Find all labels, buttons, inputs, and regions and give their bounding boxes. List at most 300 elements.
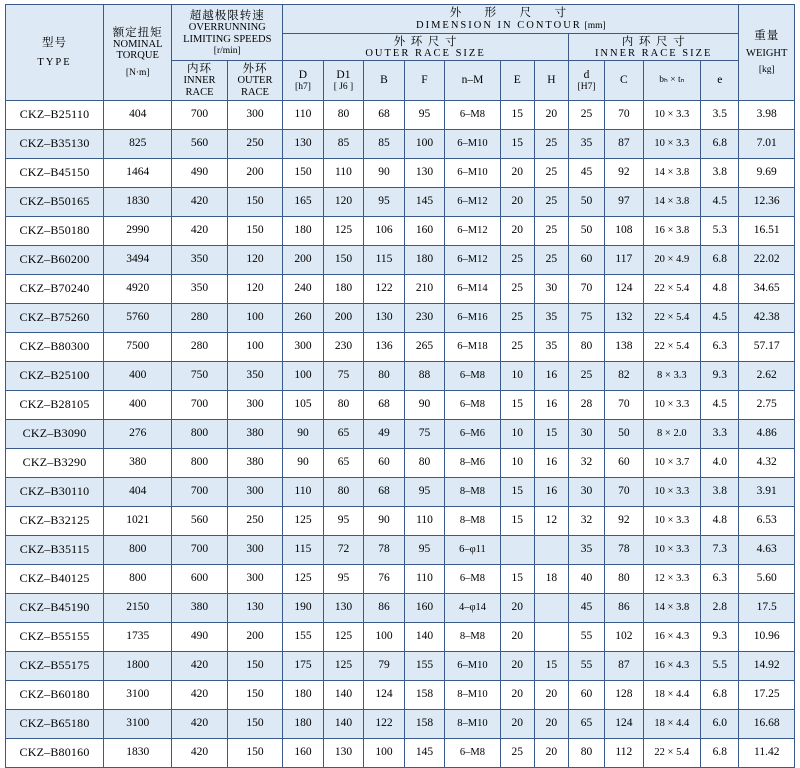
- cell-weight: 5.60: [739, 564, 795, 593]
- cell-d: 45: [568, 593, 604, 622]
- cell-E: [500, 535, 534, 564]
- cell-inner-speed: 350: [172, 274, 227, 303]
- cell-F: 180: [404, 245, 445, 274]
- cell-H: 16: [534, 390, 568, 419]
- cell-bxt: 16 × 4.3: [643, 651, 701, 680]
- cell-H: 20: [534, 680, 568, 709]
- cell-D1: 200: [323, 303, 364, 332]
- cell-inner-speed: 350: [172, 245, 227, 274]
- cell-outer-speed: 200: [227, 622, 282, 651]
- cell-weight: 17.5: [739, 593, 795, 622]
- cell-outer-speed: 380: [227, 448, 282, 477]
- cell-F: 110: [404, 564, 445, 593]
- cell-type: CKZ–B55175: [6, 651, 104, 680]
- cell-B: 115: [364, 245, 405, 274]
- cell-torque: 1830: [104, 187, 172, 216]
- cell-weight: 2.75: [739, 390, 795, 419]
- table-row: [6, 680, 795, 709]
- cell-d: 80: [568, 738, 604, 767]
- header-outer-race: [227, 61, 282, 100]
- cell-e: 6.3: [701, 332, 739, 361]
- table-row: [6, 593, 795, 622]
- cell-bxt: 16 × 4.3: [643, 622, 701, 651]
- cell-F: 95: [404, 100, 445, 129]
- cell-D1: 110: [323, 158, 364, 187]
- cell-inner-speed: 420: [172, 216, 227, 245]
- cell-type: CKZ–B60180: [6, 680, 104, 709]
- cell-bxt: 14 × 3.8: [643, 158, 701, 187]
- cell-D: 180: [283, 709, 324, 738]
- cell-H: 16: [534, 361, 568, 390]
- header-type-cn: 型号: [42, 35, 68, 49]
- cell-outer-speed: 350: [227, 361, 282, 390]
- cell-weight: 6.53: [739, 506, 795, 535]
- cell-d: 30: [568, 477, 604, 506]
- cell-F: 158: [404, 680, 445, 709]
- cell-nM: 6–M8: [445, 564, 500, 593]
- cell-outer-speed: 150: [227, 187, 282, 216]
- cell-B: 49: [364, 419, 405, 448]
- cell-outer-speed: 250: [227, 129, 282, 158]
- cell-F: 230: [404, 303, 445, 332]
- cell-B: 86: [364, 593, 405, 622]
- cell-e: 7.3: [701, 535, 739, 564]
- cell-H: 25: [534, 187, 568, 216]
- cell-F: 145: [404, 187, 445, 216]
- cell-D: 90: [283, 419, 324, 448]
- cell-d: 65: [568, 709, 604, 738]
- table-body: [6, 100, 795, 767]
- cell-type: CKZ–B25100: [6, 361, 104, 390]
- cell-B: 122: [364, 709, 405, 738]
- cell-C: 138: [605, 332, 643, 361]
- cell-E: 25: [500, 738, 534, 767]
- cell-outer-speed: 150: [227, 651, 282, 680]
- cell-d: 32: [568, 506, 604, 535]
- cell-torque: 4920: [104, 274, 172, 303]
- cell-weight: 4.86: [739, 419, 795, 448]
- cell-d: 70: [568, 274, 604, 303]
- cell-bxt: 22 × 5.4: [643, 303, 701, 332]
- cell-d: 60: [568, 245, 604, 274]
- cell-outer-speed: 250: [227, 506, 282, 535]
- cell-weight: 4.32: [739, 448, 795, 477]
- header-dimension-en: DIMENSION IN CONTOUR: [415, 19, 582, 31]
- cell-nM: 6–M14: [445, 274, 500, 303]
- cell-B: 124: [364, 680, 405, 709]
- header-D-tolerance: [h7]: [295, 81, 311, 92]
- header-overrunning-cn: 超越极限转速: [189, 8, 265, 23]
- cell-outer-speed: 300: [227, 390, 282, 419]
- cell-nM: 6–M8: [445, 361, 500, 390]
- cell-bxt: 10 × 3.3: [643, 390, 701, 419]
- cell-e: 6.8: [701, 738, 739, 767]
- cell-d: 55: [568, 651, 604, 680]
- table-row: [6, 274, 795, 303]
- cell-outer-speed: 100: [227, 332, 282, 361]
- header-outer-race-cn: 外环: [242, 61, 268, 76]
- table-row: [6, 303, 795, 332]
- cell-type: CKZ–B60200: [6, 245, 104, 274]
- cell-bxt: 22 × 5.4: [643, 274, 701, 303]
- cell-bxt: 16 × 3.8: [643, 216, 701, 245]
- cell-E: 15: [500, 129, 534, 158]
- cell-d: 75: [568, 303, 604, 332]
- cell-F: 100: [404, 129, 445, 158]
- cell-D1: 180: [323, 274, 364, 303]
- cell-H: 20: [534, 738, 568, 767]
- header-inner-race-size: [568, 33, 739, 61]
- table-row: [6, 390, 795, 419]
- cell-outer-speed: 150: [227, 216, 282, 245]
- table-row: [6, 361, 795, 390]
- cell-nM: 6–M8: [445, 100, 500, 129]
- cell-D1: 125: [323, 622, 364, 651]
- header-overrunning-en1: OVERRUNNING: [188, 22, 266, 33]
- cell-E: 10: [500, 448, 534, 477]
- cell-e: 4.5: [701, 390, 739, 419]
- cell-torque: 800: [104, 564, 172, 593]
- cell-D: 115: [283, 535, 324, 564]
- header-D1: D1: [336, 68, 351, 81]
- cell-bxt: 10 × 3.3: [643, 100, 701, 129]
- cell-F: 130: [404, 158, 445, 187]
- cell-E: 20: [500, 216, 534, 245]
- cell-D1: 80: [323, 390, 364, 419]
- cell-outer-speed: 120: [227, 245, 282, 274]
- cell-d: 25: [568, 361, 604, 390]
- table-row: [6, 622, 795, 651]
- cell-outer-speed: 150: [227, 680, 282, 709]
- cell-type: CKZ–B45150: [6, 158, 104, 187]
- cell-type: CKZ–B28105: [6, 390, 104, 419]
- header-type-en: TYPE: [37, 56, 72, 68]
- cell-bxt: 14 × 3.8: [643, 593, 701, 622]
- cell-D: 180: [283, 680, 324, 709]
- cell-inner-speed: 700: [172, 100, 227, 129]
- cell-F: 145: [404, 738, 445, 767]
- cell-H: 20: [534, 709, 568, 738]
- cell-inner-speed: 420: [172, 680, 227, 709]
- cell-E: 15: [500, 100, 534, 129]
- cell-D: 155: [283, 622, 324, 651]
- cell-e: 3.5: [701, 100, 739, 129]
- cell-nM: 6–M6: [445, 419, 500, 448]
- cell-type: CKZ–B75260: [6, 303, 104, 332]
- header-inner-size-en: INNER RACE SIZE: [594, 47, 713, 59]
- cell-F: 160: [404, 593, 445, 622]
- cell-H: 25: [534, 129, 568, 158]
- cell-D1: 75: [323, 361, 364, 390]
- cell-torque: 5760: [104, 303, 172, 332]
- cell-E: 10: [500, 419, 534, 448]
- cell-B: 76: [364, 564, 405, 593]
- cell-type: CKZ–B32125: [6, 506, 104, 535]
- cell-H: 25: [534, 158, 568, 187]
- cell-D: 190: [283, 593, 324, 622]
- cell-D1: 95: [323, 506, 364, 535]
- table-row: [6, 709, 795, 738]
- cell-weight: 34.65: [739, 274, 795, 303]
- header-d-tolerance: [H7]: [577, 81, 596, 92]
- cell-nM: 6–φ11: [445, 535, 500, 564]
- cell-nM: 6–M8: [445, 738, 500, 767]
- cell-D1: 140: [323, 680, 364, 709]
- cell-weight: 12.36: [739, 187, 795, 216]
- cell-F: 158: [404, 709, 445, 738]
- cell-B: 136: [364, 332, 405, 361]
- cell-d: 60: [568, 680, 604, 709]
- cell-weight: 4.63: [739, 535, 795, 564]
- cell-e: 4.5: [701, 303, 739, 332]
- cell-type: CKZ–B50180: [6, 216, 104, 245]
- cell-outer-speed: 100: [227, 303, 282, 332]
- cell-e: 9.3: [701, 361, 739, 390]
- header-inner-race: [172, 61, 227, 100]
- table-row: [6, 564, 795, 593]
- cell-inner-speed: 700: [172, 477, 227, 506]
- cell-type: CKZ–B65180: [6, 709, 104, 738]
- cell-F: 140: [404, 622, 445, 651]
- cell-torque: 276: [104, 419, 172, 448]
- cell-B: 80: [364, 361, 405, 390]
- cell-E: 20: [500, 622, 534, 651]
- cell-C: 108: [605, 216, 643, 245]
- cell-D: 240: [283, 274, 324, 303]
- header-col-D1: [323, 61, 364, 100]
- cell-type: CKZ–B3290: [6, 448, 104, 477]
- header-col-d: [568, 61, 604, 100]
- cell-nM: 8–M10: [445, 709, 500, 738]
- cell-H: 30: [534, 274, 568, 303]
- cell-outer-speed: 150: [227, 738, 282, 767]
- cell-outer-speed: 300: [227, 564, 282, 593]
- cell-type: CKZ–B35130: [6, 129, 104, 158]
- cell-inner-speed: 380: [172, 593, 227, 622]
- header-outer-race-en1: OUTER: [237, 75, 273, 87]
- cell-weight: 22.02: [739, 245, 795, 274]
- cell-H: 15: [534, 651, 568, 680]
- cell-F: 160: [404, 216, 445, 245]
- table-row: [6, 535, 795, 564]
- cell-C: 128: [605, 680, 643, 709]
- cell-outer-speed: 120: [227, 274, 282, 303]
- cell-torque: 3100: [104, 709, 172, 738]
- header-d: d: [583, 68, 590, 81]
- cell-e: 5.5: [701, 651, 739, 680]
- header-outer-size-en: OUTER RACE SIZE: [365, 47, 486, 59]
- cell-B: 68: [364, 477, 405, 506]
- cell-weight: 14.92: [739, 651, 795, 680]
- cell-B: 95: [364, 187, 405, 216]
- cell-F: 110: [404, 506, 445, 535]
- cell-E: 20: [500, 651, 534, 680]
- table-row: [6, 100, 795, 129]
- cell-outer-speed: 380: [227, 419, 282, 448]
- cell-bxt: 18 × 4.4: [643, 680, 701, 709]
- cell-type: CKZ–B80160: [6, 738, 104, 767]
- cell-D: 150: [283, 158, 324, 187]
- cell-B: 68: [364, 100, 405, 129]
- cell-nM: 6–M10: [445, 129, 500, 158]
- cell-F: 210: [404, 274, 445, 303]
- cell-torque: 380: [104, 448, 172, 477]
- cell-F: 95: [404, 535, 445, 564]
- cell-torque: 2990: [104, 216, 172, 245]
- table-row: [6, 245, 795, 274]
- header-D1-tolerance: [ J6 ]: [333, 81, 354, 92]
- cell-H: 15: [534, 419, 568, 448]
- cell-B: 79: [364, 651, 405, 680]
- cell-nM: 6–M12: [445, 216, 500, 245]
- cell-torque: 404: [104, 477, 172, 506]
- cell-weight: 3.98: [739, 100, 795, 129]
- cell-weight: 9.69: [739, 158, 795, 187]
- cell-C: 102: [605, 622, 643, 651]
- cell-d: 80: [568, 332, 604, 361]
- cell-D: 125: [283, 506, 324, 535]
- cell-d: 25: [568, 100, 604, 129]
- cell-nM: 4–φ14: [445, 593, 500, 622]
- header-inner-race-en1: INNER: [183, 75, 216, 87]
- cell-H: 20: [534, 100, 568, 129]
- header-weight: [739, 5, 795, 101]
- cell-e: 4.8: [701, 506, 739, 535]
- header-dimension-unit: [mm]: [584, 20, 606, 31]
- cell-E: 25: [500, 332, 534, 361]
- cell-weight: 7.01: [739, 129, 795, 158]
- cell-D1: 65: [323, 419, 364, 448]
- cell-D: 125: [283, 564, 324, 593]
- cell-weight: 42.38: [739, 303, 795, 332]
- cell-d: 50: [568, 187, 604, 216]
- table-row: [6, 448, 795, 477]
- cell-weight: 17.25: [739, 680, 795, 709]
- header-inner-race-en2: RACE: [185, 86, 214, 98]
- cell-inner-speed: 490: [172, 622, 227, 651]
- cell-bxt: 10 × 3.3: [643, 477, 701, 506]
- cell-inner-speed: 560: [172, 129, 227, 158]
- cell-outer-speed: 300: [227, 477, 282, 506]
- cell-torque: 7500: [104, 332, 172, 361]
- cell-C: 80: [605, 564, 643, 593]
- cell-B: 130: [364, 303, 405, 332]
- cell-e: 6.8: [701, 245, 739, 274]
- cell-E: 15: [500, 506, 534, 535]
- header-col-H: H: [534, 61, 568, 100]
- cell-bxt: 8 × 2.0: [643, 419, 701, 448]
- cell-type: CKZ–B50165: [6, 187, 104, 216]
- cell-torque: 1464: [104, 158, 172, 187]
- cell-D1: 80: [323, 100, 364, 129]
- cell-weight: 11.42: [739, 738, 795, 767]
- header-D: D: [298, 68, 308, 81]
- cell-C: 70: [605, 100, 643, 129]
- header-col-B: B: [364, 61, 405, 100]
- cell-H: 25: [534, 245, 568, 274]
- cell-H: 16: [534, 477, 568, 506]
- cell-d: 45: [568, 158, 604, 187]
- cell-torque: 3100: [104, 680, 172, 709]
- cell-d: 35: [568, 535, 604, 564]
- header-inner-race-cn: 内环: [187, 61, 213, 76]
- cell-torque: 2150: [104, 593, 172, 622]
- header-overrunning: [172, 5, 283, 61]
- cell-weight: 16.51: [739, 216, 795, 245]
- cell-D1: 150: [323, 245, 364, 274]
- header-outer-race-en2: RACE: [240, 86, 269, 98]
- cell-e: 2.8: [701, 593, 739, 622]
- cell-C: 117: [605, 245, 643, 274]
- cell-d: 32: [568, 448, 604, 477]
- header-torque-en2: TORQUE: [116, 50, 159, 62]
- cell-nM: 8–M8: [445, 506, 500, 535]
- cell-C: 50: [605, 419, 643, 448]
- header-col-F: F: [404, 61, 445, 100]
- cell-D: 300: [283, 332, 324, 361]
- cell-type: CKZ–B25110: [6, 100, 104, 129]
- cell-inner-speed: 280: [172, 303, 227, 332]
- cell-E: 25: [500, 245, 534, 274]
- cell-weight: 10.96: [739, 622, 795, 651]
- cell-D: 100: [283, 361, 324, 390]
- cell-nM: 6–M12: [445, 187, 500, 216]
- cell-D: 260: [283, 303, 324, 332]
- table-row: [6, 477, 795, 506]
- cell-bxt: 10 × 3.7: [643, 448, 701, 477]
- cell-C: 87: [605, 129, 643, 158]
- cell-B: 68: [364, 390, 405, 419]
- cell-torque: 1021: [104, 506, 172, 535]
- cell-weight: 3.91: [739, 477, 795, 506]
- cell-type: CKZ–B40125: [6, 564, 104, 593]
- cell-D: 110: [283, 477, 324, 506]
- cell-D: 105: [283, 390, 324, 419]
- cell-d: 30: [568, 419, 604, 448]
- cell-e: 4.0: [701, 448, 739, 477]
- cell-D: 175: [283, 651, 324, 680]
- cell-B: 100: [364, 738, 405, 767]
- cell-D: 165: [283, 187, 324, 216]
- cell-D: 180: [283, 216, 324, 245]
- cell-type: CKZ–B70240: [6, 274, 104, 303]
- cell-torque: 1800: [104, 651, 172, 680]
- cell-H: 35: [534, 303, 568, 332]
- cell-bxt: 22 × 5.4: [643, 738, 701, 767]
- cell-B: 60: [364, 448, 405, 477]
- cell-inner-speed: 420: [172, 738, 227, 767]
- cell-inner-speed: 700: [172, 390, 227, 419]
- cell-E: 10: [500, 361, 534, 390]
- cell-C: 132: [605, 303, 643, 332]
- cell-nM: 8–M10: [445, 680, 500, 709]
- cell-C: 92: [605, 506, 643, 535]
- cell-D1: 125: [323, 216, 364, 245]
- header-dimension: [283, 5, 739, 34]
- cell-e: 6.8: [701, 680, 739, 709]
- table-row: [6, 129, 795, 158]
- cell-bxt: 10 × 3.3: [643, 129, 701, 158]
- table-header: [6, 5, 795, 101]
- table-row: [6, 158, 795, 187]
- cell-E: 20: [500, 593, 534, 622]
- cell-E: 25: [500, 274, 534, 303]
- cell-D1: 130: [323, 593, 364, 622]
- cell-torque: 800: [104, 535, 172, 564]
- cell-H: 18: [534, 564, 568, 593]
- cell-D1: 125: [323, 651, 364, 680]
- header-col-E: E: [500, 61, 534, 100]
